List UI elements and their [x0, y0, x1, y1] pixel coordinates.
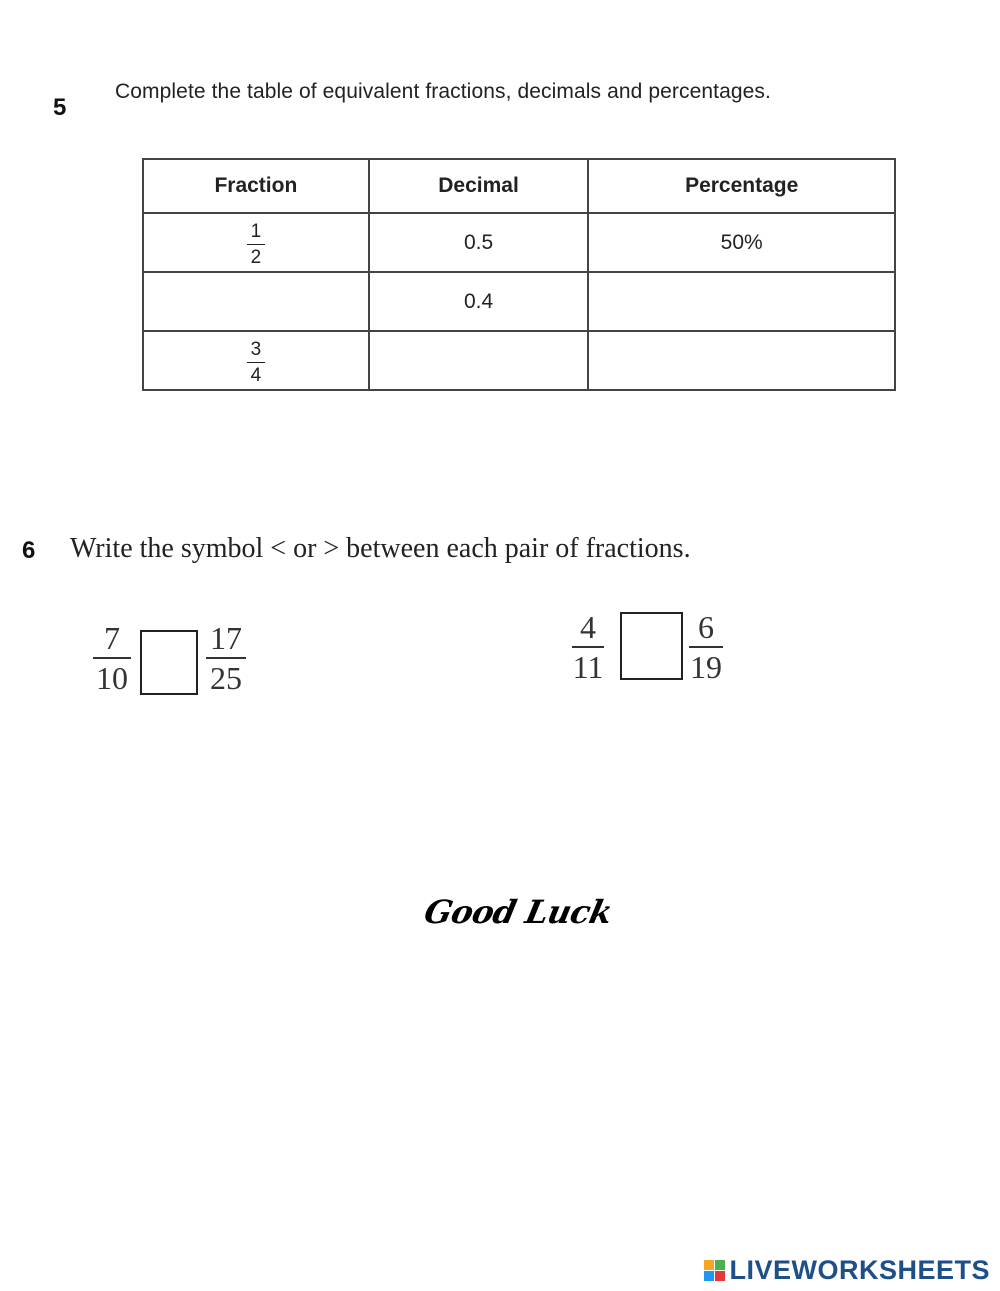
fraction-6-19: [689, 611, 723, 683]
fraction-cell: [143, 331, 369, 390]
table-row: [143, 213, 895, 272]
fraction-numerator: 7: [104, 620, 120, 656]
fraction-bar: [93, 657, 131, 659]
fraction-numerator: 1: [250, 220, 262, 242]
fraction-denominator: 11: [572, 649, 604, 685]
header-decimal: Decimal: [369, 159, 589, 213]
header-fraction: Fraction: [143, 159, 369, 213]
liveworksheets-logo-icon: [704, 1260, 725, 1281]
comparison-answer-box-1[interactable]: [140, 630, 198, 695]
fraction-denominator: 2: [250, 246, 262, 268]
equivalents-table: [142, 158, 896, 391]
good-luck-text: Good Luck: [420, 893, 616, 931]
percentage-cell: 50%: [588, 213, 895, 272]
question-5-prompt: Complete the table of equivalent fractions, decimals and percentages.: [115, 80, 771, 103]
liveworksheets-wordmark: LIVEWORKSHEETS: [729, 1255, 990, 1285]
fraction-bar: [572, 646, 604, 648]
fraction-numerator: 4: [580, 609, 596, 645]
comparison-answer-box-2[interactable]: [620, 612, 683, 680]
fraction-numerator: 3: [250, 338, 262, 360]
question-6-prompt: Write the symbol < or > between each pair of fractions.: [70, 533, 691, 564]
fraction-denominator: 4: [250, 364, 262, 386]
fraction-bar: [247, 244, 265, 245]
decimal-cell: 0.4: [369, 272, 589, 331]
fraction-bar: [247, 362, 265, 363]
percentage-answer-cell[interactable]: [588, 331, 895, 390]
fraction-denominator: 25: [210, 660, 242, 696]
decimal-answer-cell[interactable]: [369, 331, 589, 390]
question-6-number: 6: [22, 537, 36, 564]
fraction-bar: [206, 657, 246, 659]
header-percentage: Percentage: [588, 159, 895, 213]
fraction-numerator: 17: [210, 620, 242, 656]
fraction: [247, 340, 265, 385]
table-row: [143, 331, 895, 390]
table-header-row: [143, 159, 895, 213]
table-row: [143, 272, 895, 331]
percentage-answer-cell[interactable]: [588, 272, 895, 331]
decimal-cell: 0.5: [369, 213, 589, 272]
liveworksheets-brand: [704, 1255, 990, 1286]
fraction-cell: [143, 213, 369, 272]
question-5-number: 5: [53, 94, 67, 121]
fraction-17-25: [206, 622, 246, 694]
fraction-denominator: 19: [690, 649, 722, 685]
fraction-numerator: 6: [698, 609, 714, 645]
fraction-answer-cell[interactable]: [143, 272, 369, 331]
fraction: [247, 222, 265, 267]
fraction-4-11: [572, 611, 604, 683]
fraction-bar: [689, 646, 723, 648]
fraction-denominator: 10: [96, 660, 128, 696]
fraction-7-10: [93, 622, 131, 694]
